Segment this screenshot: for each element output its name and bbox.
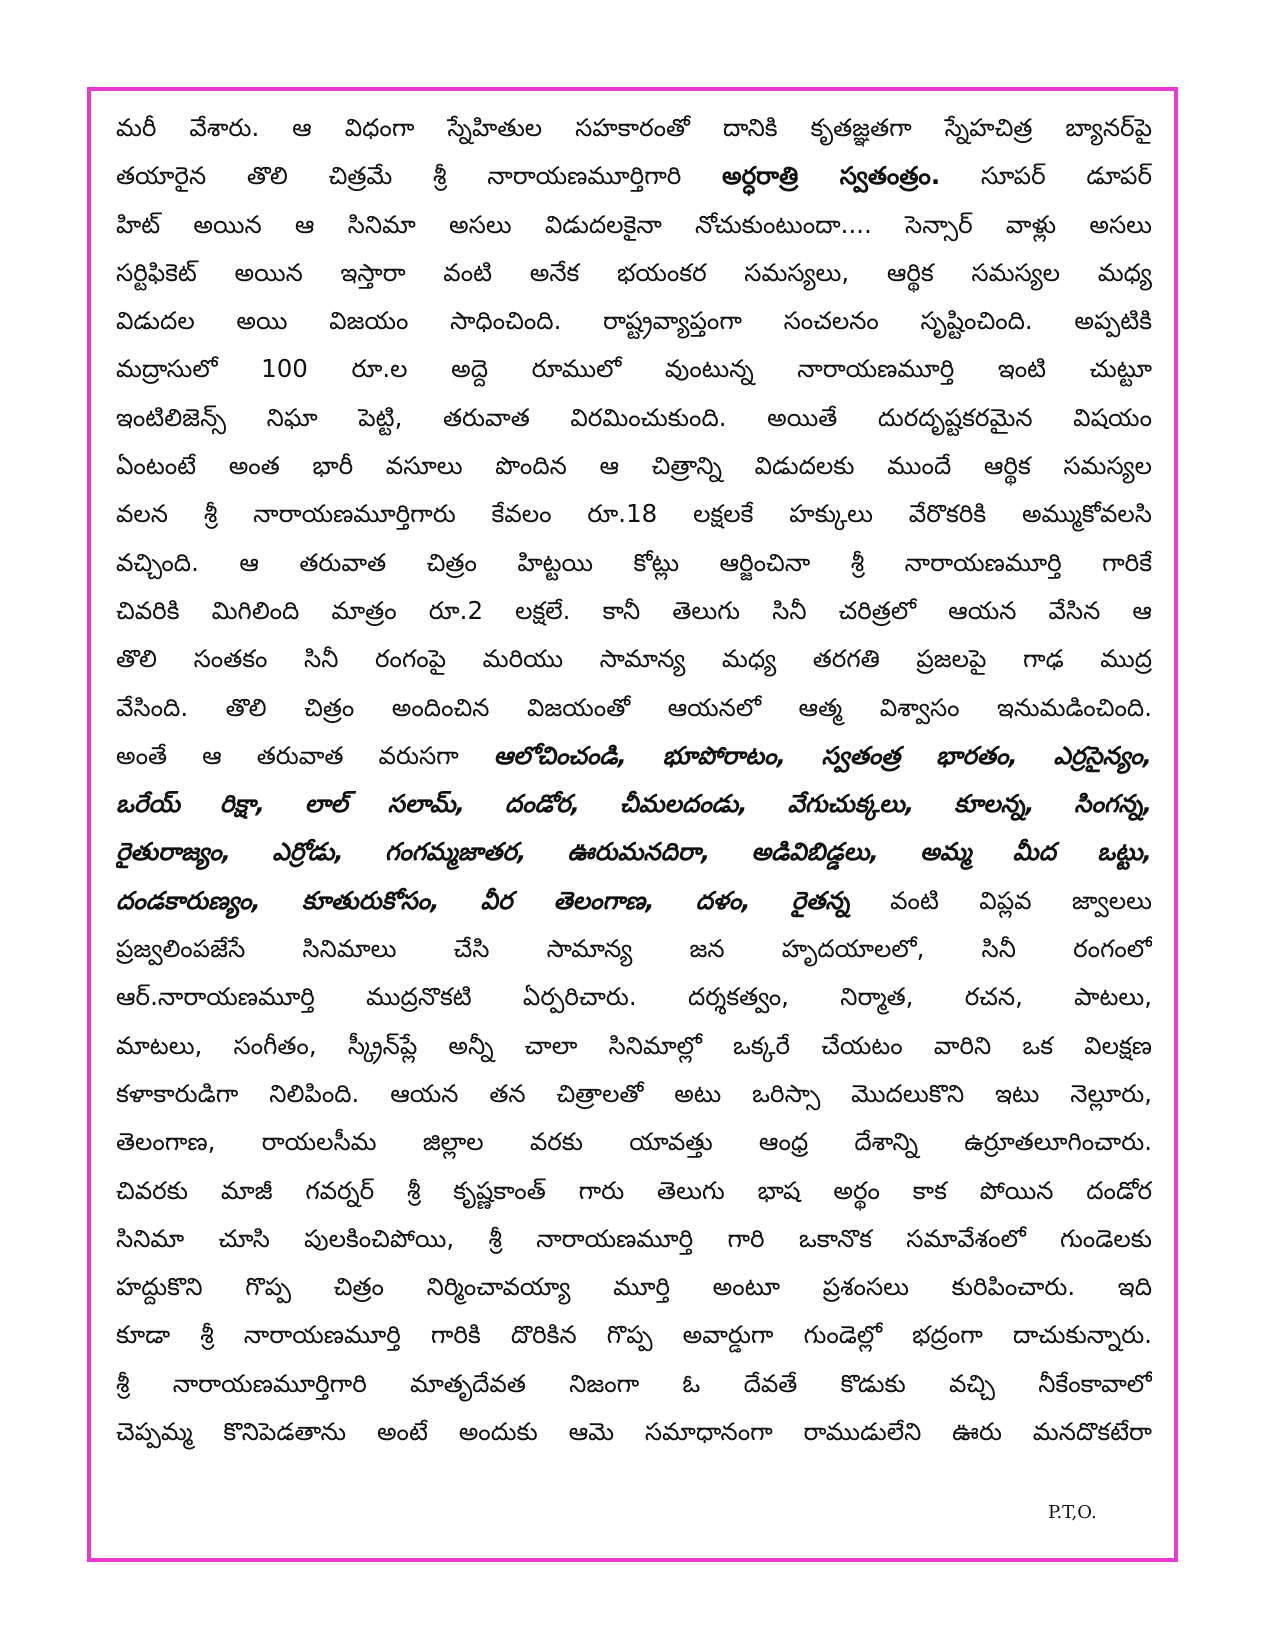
text-segment: తెలంగాణ, రాయలసీమ జిల్లాల వరకు యావత్తు ఆంధ్ర దేశాన్ని ఉర్రూతలూగించారు.	[116, 1127, 1152, 1157]
text-line	[116, 345, 1152, 393]
text-line	[116, 973, 1152, 1021]
text-segment: సర్టిఫికెట్ అయిన ఇస్తారా వంటి అనేక భయంకర సమస్యలు, ఆర్థిక సమస్యల మధ్య	[116, 257, 1152, 287]
emphasized-text: అర్ధరాత్రి స్వతంత్రం.	[722, 161, 941, 191]
text-segment: ఏంటంటే అంత భారీ వసూలు పొందిన ఆ చిత్రాన్ని విడుదలకు ముందే ఆర్థిక సమస్యల	[116, 451, 1152, 481]
text-segment: వేసింది. తొలి చిత్రం అందించిన విజయంతో ఆయనలో ఆత్మ విశ్వాసం ఇనుమడించింది.	[116, 692, 1152, 722]
emphasized-text: రైతురాజ్యం, ఎర్రోడు, గంగమ్మజాతర, ఊరుమనదిరా, అడివిబిడ్డలు, అమ్మ మీద ఒట్టు,	[116, 837, 1152, 867]
text-line	[116, 297, 1152, 345]
text-line	[116, 1022, 1152, 1070]
text-segment: వంటి విప్లవ జ్వాలలు	[849, 885, 1152, 915]
text-line	[116, 925, 1152, 973]
text-segment: చివరికి మిగిలింది మాత్రం రూ.2 లక్షలే. కానీ తెలుగు సినీ చరిత్రలో ఆయన వేసిన ఆ	[116, 595, 1152, 625]
text-segment: వలన శ్రీ నారాయణమూర్తిగారు కేవలం రూ.18 లక్షలకే హక్కులు వేరొకరికి అమ్ముకోవలసి	[116, 499, 1152, 529]
text-segment: వచ్చింది. ఆ తరువాత చిత్రం హిట్టయి కోట్లు ఆర్జించినా శ్రీ నారాయణమూర్తి గారికే	[116, 547, 1152, 577]
text-line	[116, 1167, 1152, 1215]
text-line	[116, 1118, 1152, 1166]
text-line	[116, 152, 1152, 200]
text-line	[116, 201, 1152, 249]
text-segment: ఇంటిలిజెన్స్ నిఘా పెట్టి, తరువాత విరమించుకుంది. అయితే దురదృష్టకరమైన విషయం	[116, 402, 1152, 432]
text-segment: ప్రజ్వలింపజేసే సినిమాలు చేసి సామాన్య జన హృదయాలలో, సినీ రంగంలో	[116, 934, 1152, 964]
text-segment: చెప్పమ్మ కొనిపెడతాను అంటే అందుకు ఆమె సమాధానంగా రాముడులేని ఊరు మనదొకటేరా	[116, 1417, 1152, 1447]
text-line	[116, 442, 1152, 490]
text-segment: శ్రీ నారాయణమూర్తిగారి మాతృదేవత నిజంగా ఓ దేవతే కొడుకు వచ్చి నీకేంకావాలో	[116, 1368, 1152, 1398]
text-line	[116, 249, 1152, 297]
text-segment: హద్దుకొని గొప్ప చిత్రం నిర్మించావయ్యా మూర్తి అంటూ ప్రశంసలు కురిపించారు. ఇది	[116, 1272, 1152, 1302]
text-line	[116, 1311, 1152, 1359]
text-segment: సినిమా చూసి పులకించిపోయి, శ్రీ నారాయణమూర్తి గారి ఒకానొక సమావేశంలో గుండెలకు	[116, 1223, 1152, 1253]
text-line	[116, 587, 1152, 635]
text-segment: మాటలు, సంగీతం, స్క్రీన్‌ప్లే అన్నీ చాలా సినిమాల్లో ఒక్కరే చేయటం వారిని ఒక విలక్షణ	[116, 1030, 1152, 1060]
text-line	[116, 780, 1152, 828]
document-body	[116, 104, 1152, 1456]
pto-note: P.T,O.	[1048, 1502, 1097, 1523]
text-segment: సూపర్ డూపర్	[940, 161, 1152, 191]
text-segment: మద్రాసులో 100 రూ.ల అద్దె రూములో వుంటున్న నారాయణమూర్తి ఇంటి చుట్టూ	[116, 354, 1152, 384]
text-segment: విడుదల అయి విజయం సాధించింది. రాష్ట్రవ్యాప్తంగా సంచలనం సృష్టించింది. అప్పటికి	[116, 306, 1152, 336]
text-line	[116, 877, 1152, 925]
text-line	[116, 1215, 1152, 1263]
text-line	[116, 1360, 1152, 1408]
text-segment: కళాకారుడిగా నిలిపింది. ఆయన తన చిత్రాలతో అటు ఒరిస్సా మొదలుకొని ఇటు నెల్లూరు,	[116, 1078, 1152, 1108]
text-line	[116, 828, 1152, 876]
text-segment: హిట్ అయిన ఆ సినిమా అసలు విడుదలకైనా నోచుకుంటుందా.... సెన్సార్ వాళ్లు అసలు	[116, 209, 1152, 239]
text-segment: కూడా శ్రీ నారాయణమూర్తి గారికి దొరికిన గొప్ప అవార్డుగా గుండెల్లో భద్రంగా దాచుకున్నారు.	[116, 1320, 1152, 1350]
text-segment: మరీ వేశారు. ఆ విధంగా స్నేహితుల సహకారంతో దానికి కృతజ్ఞతగా స్నేహచిత్ర బ్యానర్‌పై	[116, 113, 1152, 142]
text-segment: ఆర్.నారాయణమూర్తి ముద్రనొకటి ఏర్పరిచారు. దర్శకత్వం, నిర్మాత, రచన, పాటలు,	[116, 982, 1152, 1012]
text-line	[116, 394, 1152, 442]
text-segment: చివరకు మాజీ గవర్నర్ శ్రీ కృష్ణకాంత్ గారు తెలుగు భాష అర్థం కాక పోయిన దండోర	[116, 1175, 1152, 1205]
text-line	[116, 104, 1152, 152]
emphasized-text: ఒరేయ్ రిక్షా, లాల్ సలామ్, దండోర, చీమలదండు, వేగుచుక్కలు, కూలన్న, సింగన్న,	[116, 789, 1152, 819]
text-line	[116, 684, 1152, 732]
text-line	[116, 539, 1152, 587]
text-segment: తొలి సంతకం సినీ రంగంపై మరియు సామాన్య మధ్య తరగతి ప్రజలపై గాఢ ముద్ర	[116, 644, 1152, 674]
emphasized-text: ఆలోచించండి, భూపోరాటం, స్వతంత్ర భారతం, ఎర్రసైన్యం,	[493, 740, 1152, 770]
text-line	[116, 1408, 1152, 1456]
emphasized-text: దండకారుణ్యం, కూతురుకోసం, వీర తెలంగాణ, దళం, రైతన్న	[116, 885, 850, 915]
text-line	[116, 732, 1152, 780]
text-line	[116, 490, 1152, 538]
text-line	[116, 1263, 1152, 1311]
text-segment: తయారైన తొలి చిత్రమే శ్రీ నారాయణమూర్తిగారి	[116, 161, 723, 191]
text-line	[116, 1070, 1152, 1118]
text-line	[116, 635, 1152, 683]
text-segment: అంతే ఆ తరువాత వరుసగా	[116, 740, 494, 770]
